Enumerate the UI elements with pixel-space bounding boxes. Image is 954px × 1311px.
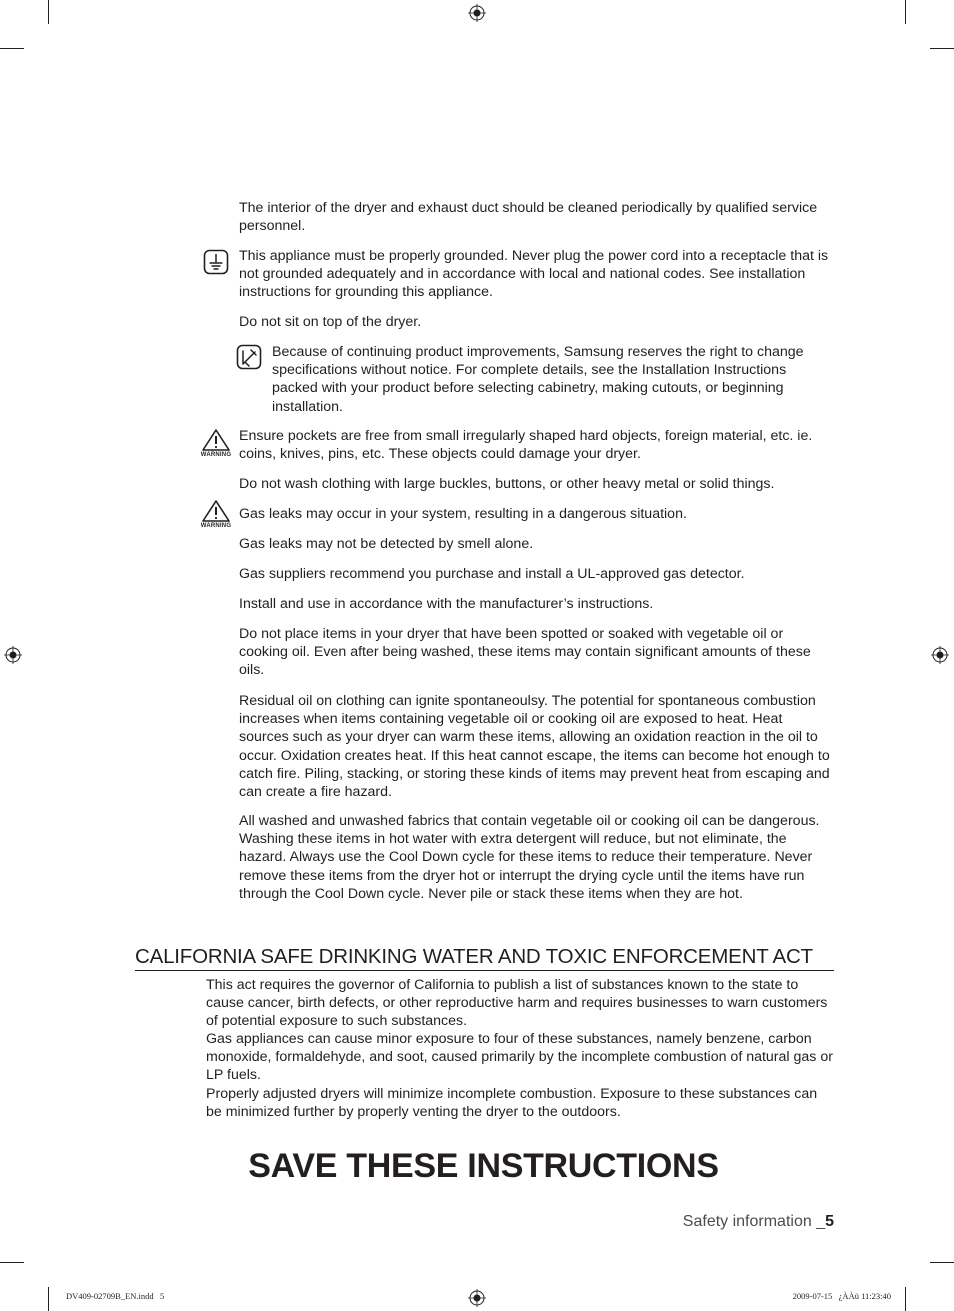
paragraph-note-improvements: Because of continuing product improvements, Samsung reserves the right to change specifications without notice. For complete details, see the Installation Instructions packed with your product before selecting cabinetry, making cutouts, or beginning installation.	[272, 344, 804, 415]
paragraph-cleaning: The interior of the dryer and exhaust duct should be cleaned periodically by qualified service personnel.	[239, 200, 818, 235]
ground-icon	[203, 249, 229, 275]
warning-label: WARNING	[200, 523, 232, 529]
paragraph-vegetable-oil: Do not place items in your dryer that have been spotted or soaked with vegetable oil or cooking oil. Even after being washed, these items may contain significant amounts of these oils.	[239, 626, 811, 679]
crop-mark	[48, 1287, 49, 1311]
warning-label: WARNING	[200, 452, 232, 458]
paragraph-grounding: This appliance must be properly grounded. Never plug the power cord into a receptacle that is not grounded adequately and in accordance with local and national codes. See installation instructions for grounding this appliance.	[239, 248, 829, 301]
registration-mark-icon	[4, 646, 22, 664]
section-paragraph: Properly adjusted dryers will minimize incomplete combustion. Exposure to these substances can be minimized further by properly venting the dryer to the outdoors.	[206, 1086, 818, 1121]
paragraph-do-not-sit: Do not sit on top of the dryer.	[239, 314, 422, 330]
save-instructions-heading: SAVE THESE INSTRUCTIONS	[248, 1147, 719, 1185]
paragraph-gas-detector: Gas suppliers recommend you purchase and install a UL-approved gas detector.	[239, 566, 745, 582]
crop-mark	[0, 1262, 24, 1263]
crop-mark	[905, 1287, 906, 1311]
paragraph-install: Install and use in accordance with the manufacturer’s instructions.	[239, 596, 654, 612]
paragraph-washed-fabrics: All washed and unwashed fabrics that contain vegetable oil or cooking oil can be dangerous. Washing these items in hot water with extra detergent will reduce, but not eliminate, the hazard. Always use the Cool Down cycle for these items to reduce their temperature. Never remove these items from the dryer hot or interrupt the drying cycle until the items have run through the Cool Down cycle. Never pile or stack these items when they are hot.	[239, 813, 820, 902]
warning-icon	[199, 428, 233, 462]
paragraph-buckles: Do not wash clothing with large buckles, buttons, or other heavy metal or solid things.	[239, 476, 775, 492]
crop-mark	[0, 48, 24, 49]
slug-timestamp: 2009-07-15 ¿ÀÀü 11:23:40	[792, 1291, 891, 1301]
section-title: CALIFORNIA SAFE DRINKING WATER AND TOXIC ENFORCEMENT ACT	[135, 944, 834, 971]
page-number: 5	[825, 1213, 834, 1230]
footer-section-label: Safety information _	[682, 1213, 826, 1230]
registration-mark-icon	[468, 1289, 486, 1307]
crop-mark	[930, 48, 954, 49]
paragraph-gas-smell: Gas leaks may not be detected by smell alone.	[239, 536, 534, 552]
section-paragraph: Gas appliances can cause minor exposure to four of these substances, namely benzene, carbon monoxide, formaldehyde, and soot, caused primarily by the incomplete combustion of natural gas or LP fuels.	[206, 1031, 833, 1084]
crop-mark	[905, 0, 906, 24]
registration-mark-icon	[468, 4, 486, 22]
crop-mark	[48, 0, 49, 24]
paragraph-pockets: Ensure pockets are free from small irregularly shaped hard objects, foreign material, etc. ie. coins, knives, pins, etc. These objects could damage your dryer.	[239, 428, 813, 463]
note-icon	[236, 344, 262, 370]
page-footer	[683, 1213, 834, 1231]
registration-mark-icon	[931, 646, 949, 664]
crop-mark	[930, 1262, 954, 1263]
paragraph-residual-oil: Residual oil on clothing can ignite spontaneoulsy. The potential for spontaneous combustion increases when items containing vegetable oil or cooking oil are exposed to heat. Heat sources such as your dryer can warm these items, allowing an oxidation reaction in the oil to occur. Oxidation creates heat. If this heat cannot escape, the items can become hot enough to catch fire. Piling, stacking, or storing these kinds of items may prevent heat from escaping and can create a fire hazard.	[239, 693, 830, 801]
warning-icon	[199, 499, 233, 533]
paragraph-gas-leaks: Gas leaks may occur in your system, resulting in a dangerous situation.	[239, 506, 687, 522]
slug-filename: DV409-02709B_EN.indd 5	[66, 1291, 165, 1301]
section-paragraph: This act requires the governor of California to publish a list of substances known to the state to cause cancer, birth defects, or other reproductive harm and requires businesses to warn customers of potential exposure to such substances.	[206, 977, 828, 1030]
